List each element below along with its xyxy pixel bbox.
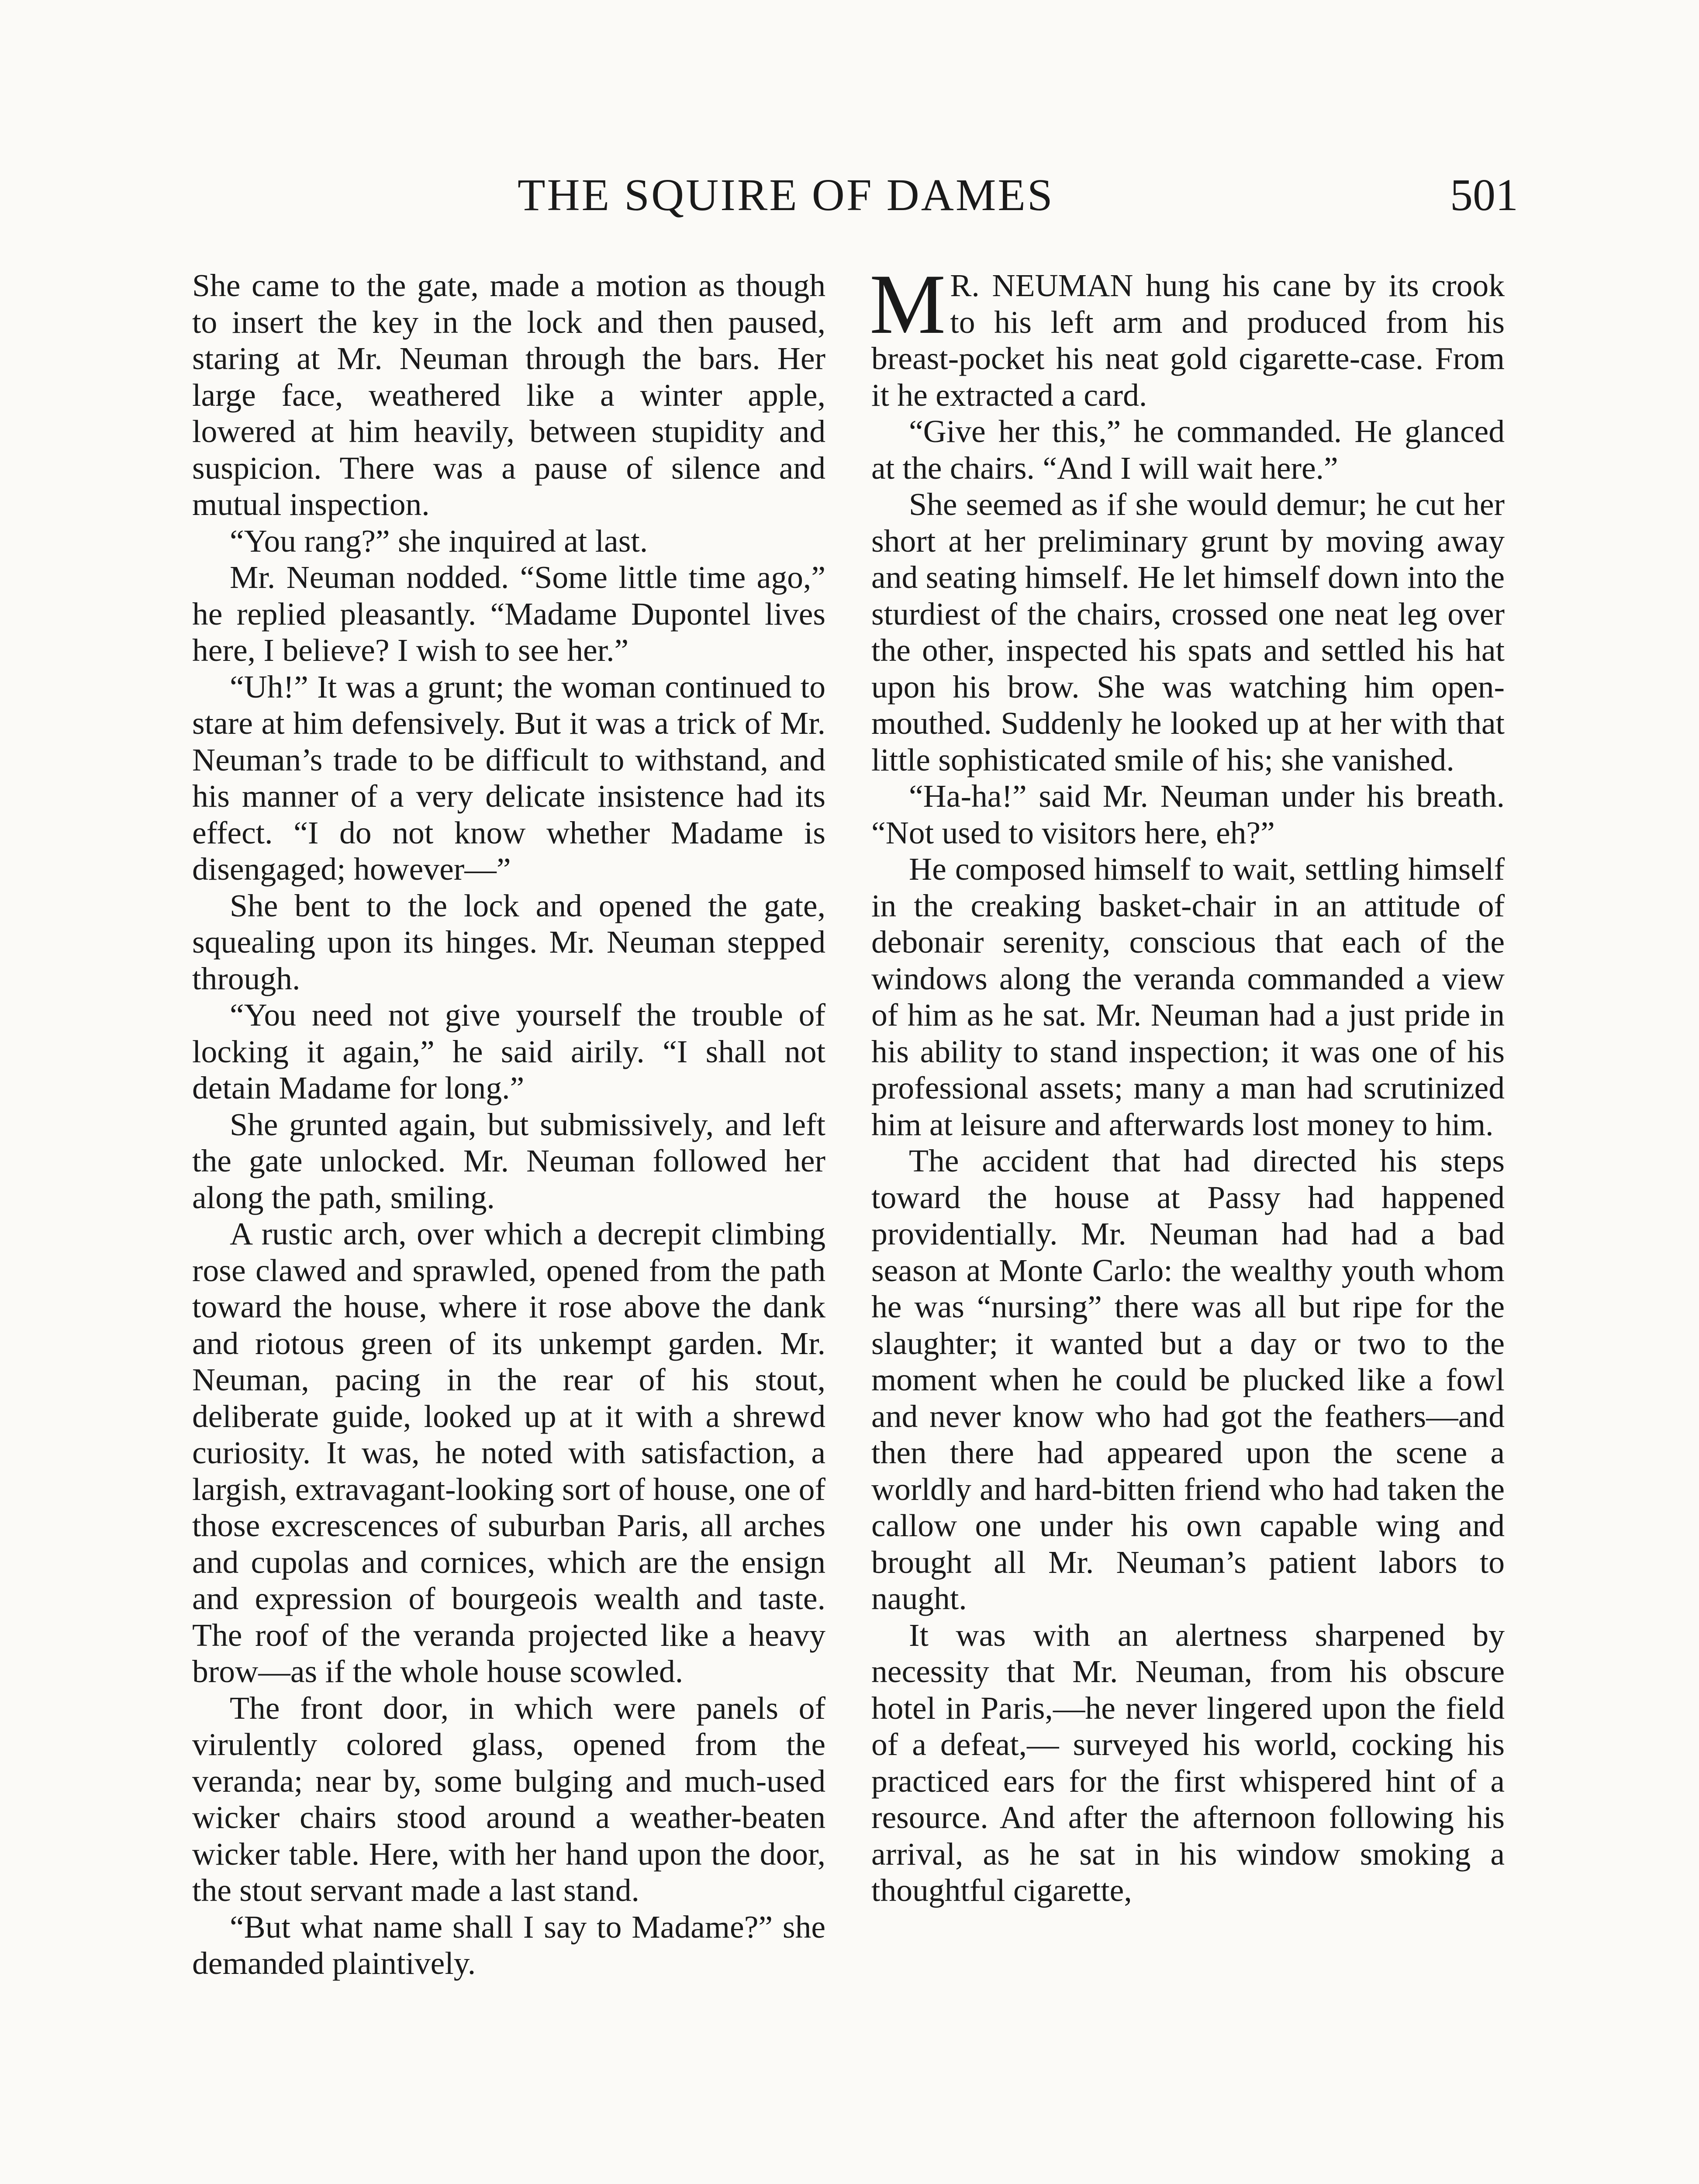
opening-paragraph bbox=[870, 257, 1505, 413]
paragraph: “You need not give yourself the trouble of locking it again,” he said airily. “I shall not detain Madame for long.” bbox=[192, 997, 825, 1106]
page-number: 501 bbox=[1450, 170, 1518, 220]
paragraph: She bent to the lock and opened the gate, squealing upon its hinges. Mr. Neuman stepped through. bbox=[192, 887, 825, 996]
running-title: THE SQUIRE OF DAMES bbox=[518, 170, 1054, 220]
paragraph: She came to the gate, made a motion as though to insert the key in the lock and then paused, staring at Mr. Neuman through the bars. Her large face, weathered like a winter apple, lowered at him heavily, between stupidity and suspicion. There was a pause of silence and mutual inspection. bbox=[192, 267, 825, 522]
paragraph: “You rang?” she inquired at last. bbox=[230, 522, 648, 559]
paragraph: Mr. Neuman nodded. “Some little time ago,” he replied pleasantly. “Madame Dupontel lives here, I believe? I wish to see her.” bbox=[192, 559, 825, 668]
paragraph: He composed himself to wait, settling himself in the creaking basket-chair in an attitude of debonair serenity, conscious that each of the windows along the veranda commanded a view of him as he sat. Mr. Neuman had a just pride in his ability to stand inspection; it was one of his professional assets; many a man had scrutinized him at leisure and afterwards lost money to him. bbox=[871, 851, 1505, 1142]
paragraph: She grunted again, but submissively, and left the gate unlocked. Mr. Neuman followed her along the path, smiling. bbox=[192, 1106, 825, 1215]
paragraph: It was with an alertness sharpened by necessity that Mr. Neuman, from his obscure hotel in Paris,—he never lingered upon the field of a defeat,— surveyed his world, cocking his practiced ears for the first whispered hint of a resource. And after the afternoon following his arrival, as he sat in his window smoking a thoughtful cigarette, bbox=[871, 1617, 1505, 1908]
paragraph: A rustic arch, over which a decrepit climbing rose clawed and sprawled, opened from the path toward the house, where it rose above the dank and riotous green of its unkempt garden. Mr. Neuman, pacing in the rear of his stout, deliberate guide, looked up at it with a shrewd curiosity. It was, he noted with satisfaction, a largish, extravagant-looking sort of house, one of those excrescences of suburban Paris, all arches and cupolas and cornices, which are the ensign and expression of bourgeois wealth and taste. The roof of the veranda projected like a heavy brow—as if the whole house scowled. bbox=[192, 1216, 825, 1689]
opening-paragraph-text: R. NEUMAN hung his cane by its crook to his left arm and produced from his breast-pocket his neat gold cigarette-case. From it he extracted a card. bbox=[871, 267, 1505, 413]
paragraph: “Ha-ha!” said Mr. Neuman under his breath. “Not used to visitors here, eh?” bbox=[871, 778, 1505, 850]
paragraph: The front door, in which were panels of virulently colored glass, opened from the veranda; near by, some bulging and much-used wicker chairs stood around a weather-beaten wicker table. Here, with her hand upon the door, the stout servant made a last stand. bbox=[192, 1690, 825, 1908]
paragraph: “Give her this,” he commanded. He glanced at the chairs. “And I will wait here.” bbox=[871, 413, 1505, 486]
paragraph: “But what name shall I say to Madame?” she demanded plaintively. bbox=[192, 1908, 825, 1981]
paragraph: She seemed as if she would demur; he cut her short at her preliminary grunt by moving away and seating himself. He let himself down into the sturdiest of the chairs, crossed one neat leg over the other, inspected his spats and settled his hat upon his brow. She was watching him open-mouthed. Suddenly he looked up at her with that little sophisticated smile of his; she vanished. bbox=[871, 486, 1505, 778]
paragraph: “Uh!” It was a grunt; the woman continued to stare at him defensively. But it was a trick of Mr. Neuman’s trade to be difficult to withstand, and his manner of a very delicate insistence had its effect. “I do not know whether Madame is disengaged; however—” bbox=[192, 668, 825, 887]
right-column bbox=[870, 257, 1505, 1909]
paragraph: The accident that had directed his steps toward the house at Passy had happened providentially. Mr. Neuman had had a bad season at Monte Carlo: the wealthy youth whom he was “nursing” there was all but ripe for the slaughter; it wanted but a day or two to the moment when he could be plucked like a fowl and never know who had got the feathers—and then there had appeared upon the scene a worldly and hard-bitten friend who had taken the callow one under his own capable wing and brought all Mr. Neuman’s patient labors to naught. bbox=[871, 1143, 1505, 1616]
left-column bbox=[192, 267, 825, 1982]
drop-cap: M bbox=[870, 257, 946, 352]
